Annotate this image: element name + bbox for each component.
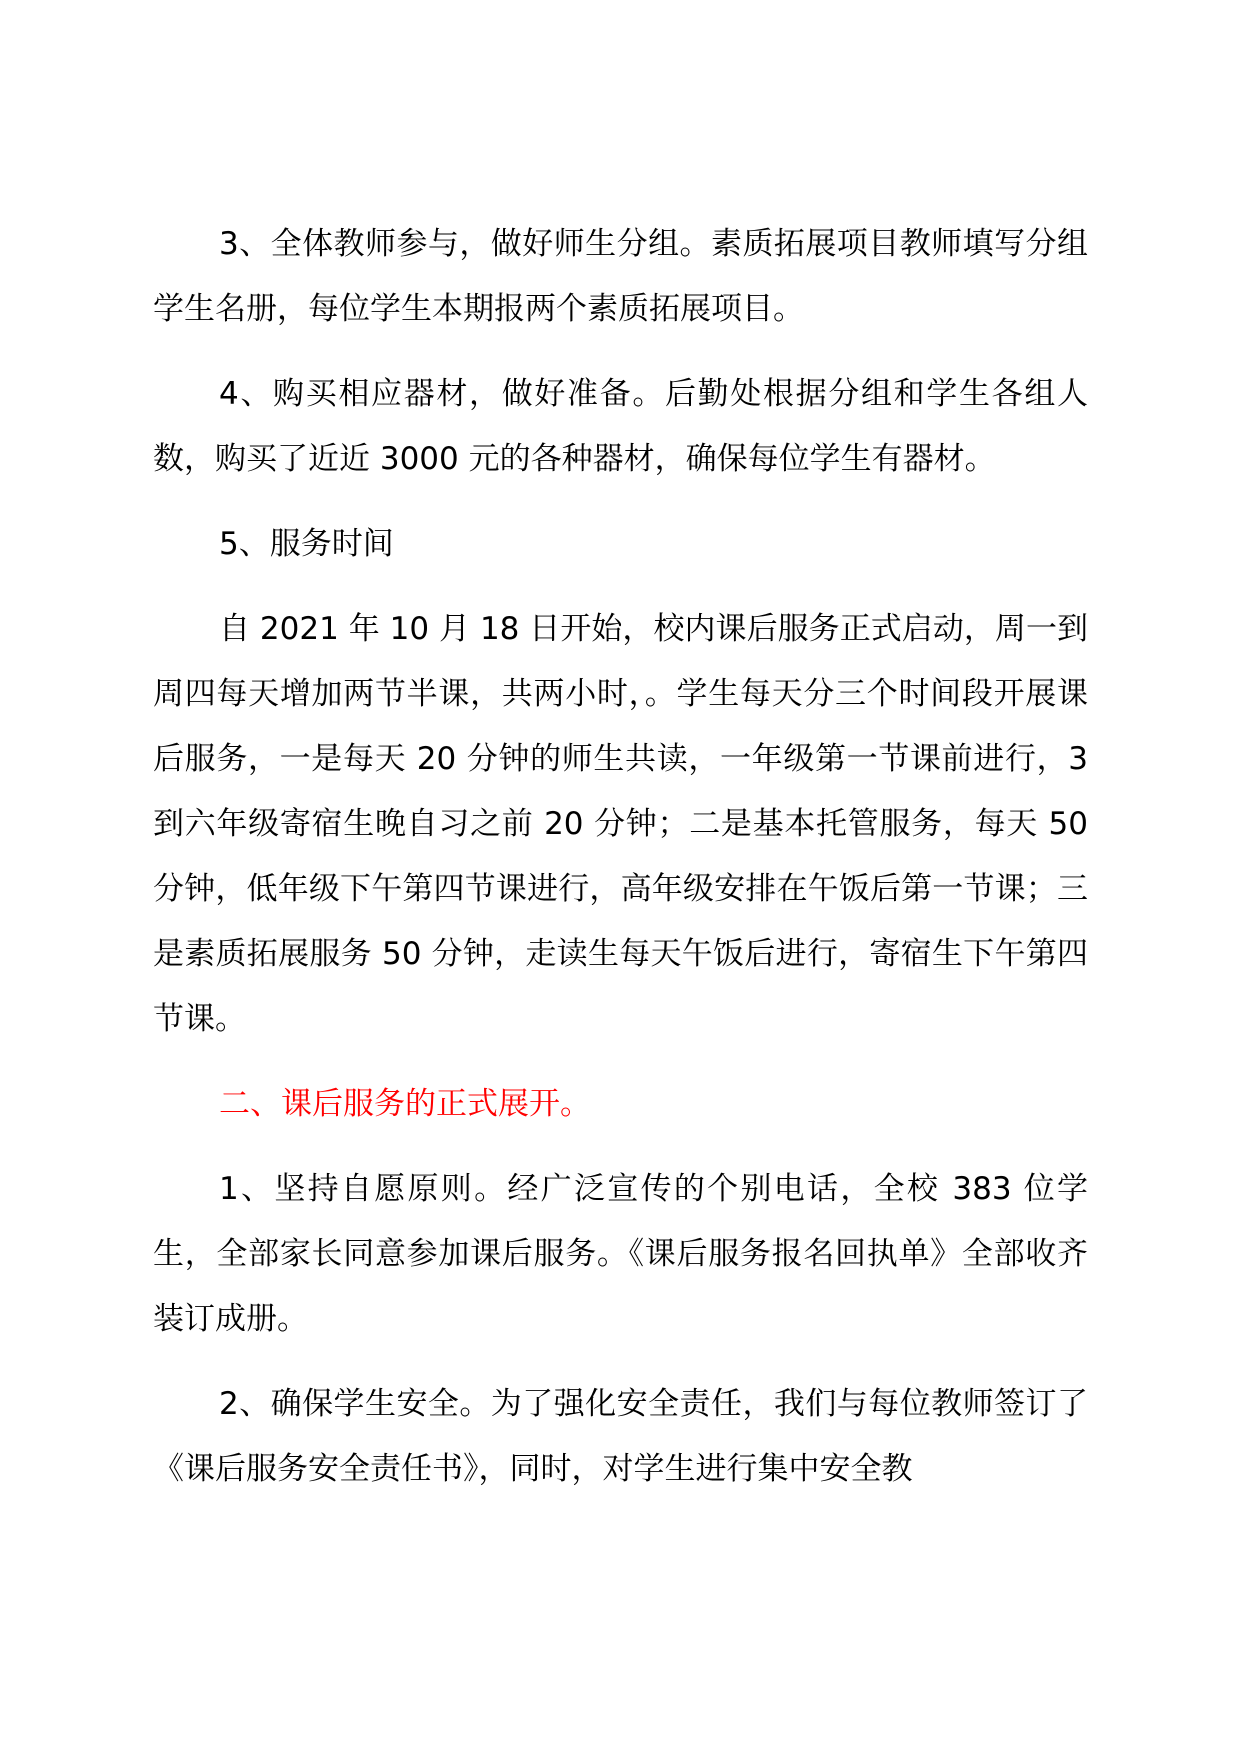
paragraph-grouping: 3、全体教师参与，做好师生分组。素质拓展项目教师填写分组学生名册，每位学生本期报两个素质拓展项目。 [153, 226, 1088, 327]
paragraph-service-time-detail: 自 2021 年 10 月 18 日开始，校内课后服务正式启动，周一到周四每天增加两节半课，共两小时，。学生每天分三个时间段开展课后服务，一是每天 20 分钟的师生共读，一年级第一节课前进行，3 到六年级寄宿生晚自习之前 20 分钟；二是基本托管服务，每天 50 分钟，低年级下午第四节课进行，高年级安排在午饭后第一节课；三是素质拓展服务 50 分钟，走读生每天午饭后进行，寄宿生下午第四节课。 [153, 611, 1088, 1037]
section-heading: 二、课后服务的正式展开。 [219, 1086, 591, 1122]
paragraph-voluntary-principle: 1、坚持自愿原则。经广泛宣传的个别电话，全校 383 位学生，全部家长同意参加课后服务。《课后服务报名回执单》全部收齐装订成册。 [153, 1171, 1088, 1337]
document-body [153, 212, 1088, 1502]
paragraph-student-safety: 2、确保学生安全。为了强化安全责任，我们与每位教师签订了《课后服务安全责任书》，同时，对学生进行集中安全教 [153, 1386, 1088, 1487]
paragraph-service-time-title: 5、服务时间 [219, 526, 394, 562]
paragraph-equipment: 4、购买相应器材，做好准备。后勤处根据分组和学生各组人数，购买了近近 3000 元的各种器材，确保每位学生有器材。 [153, 376, 1088, 477]
